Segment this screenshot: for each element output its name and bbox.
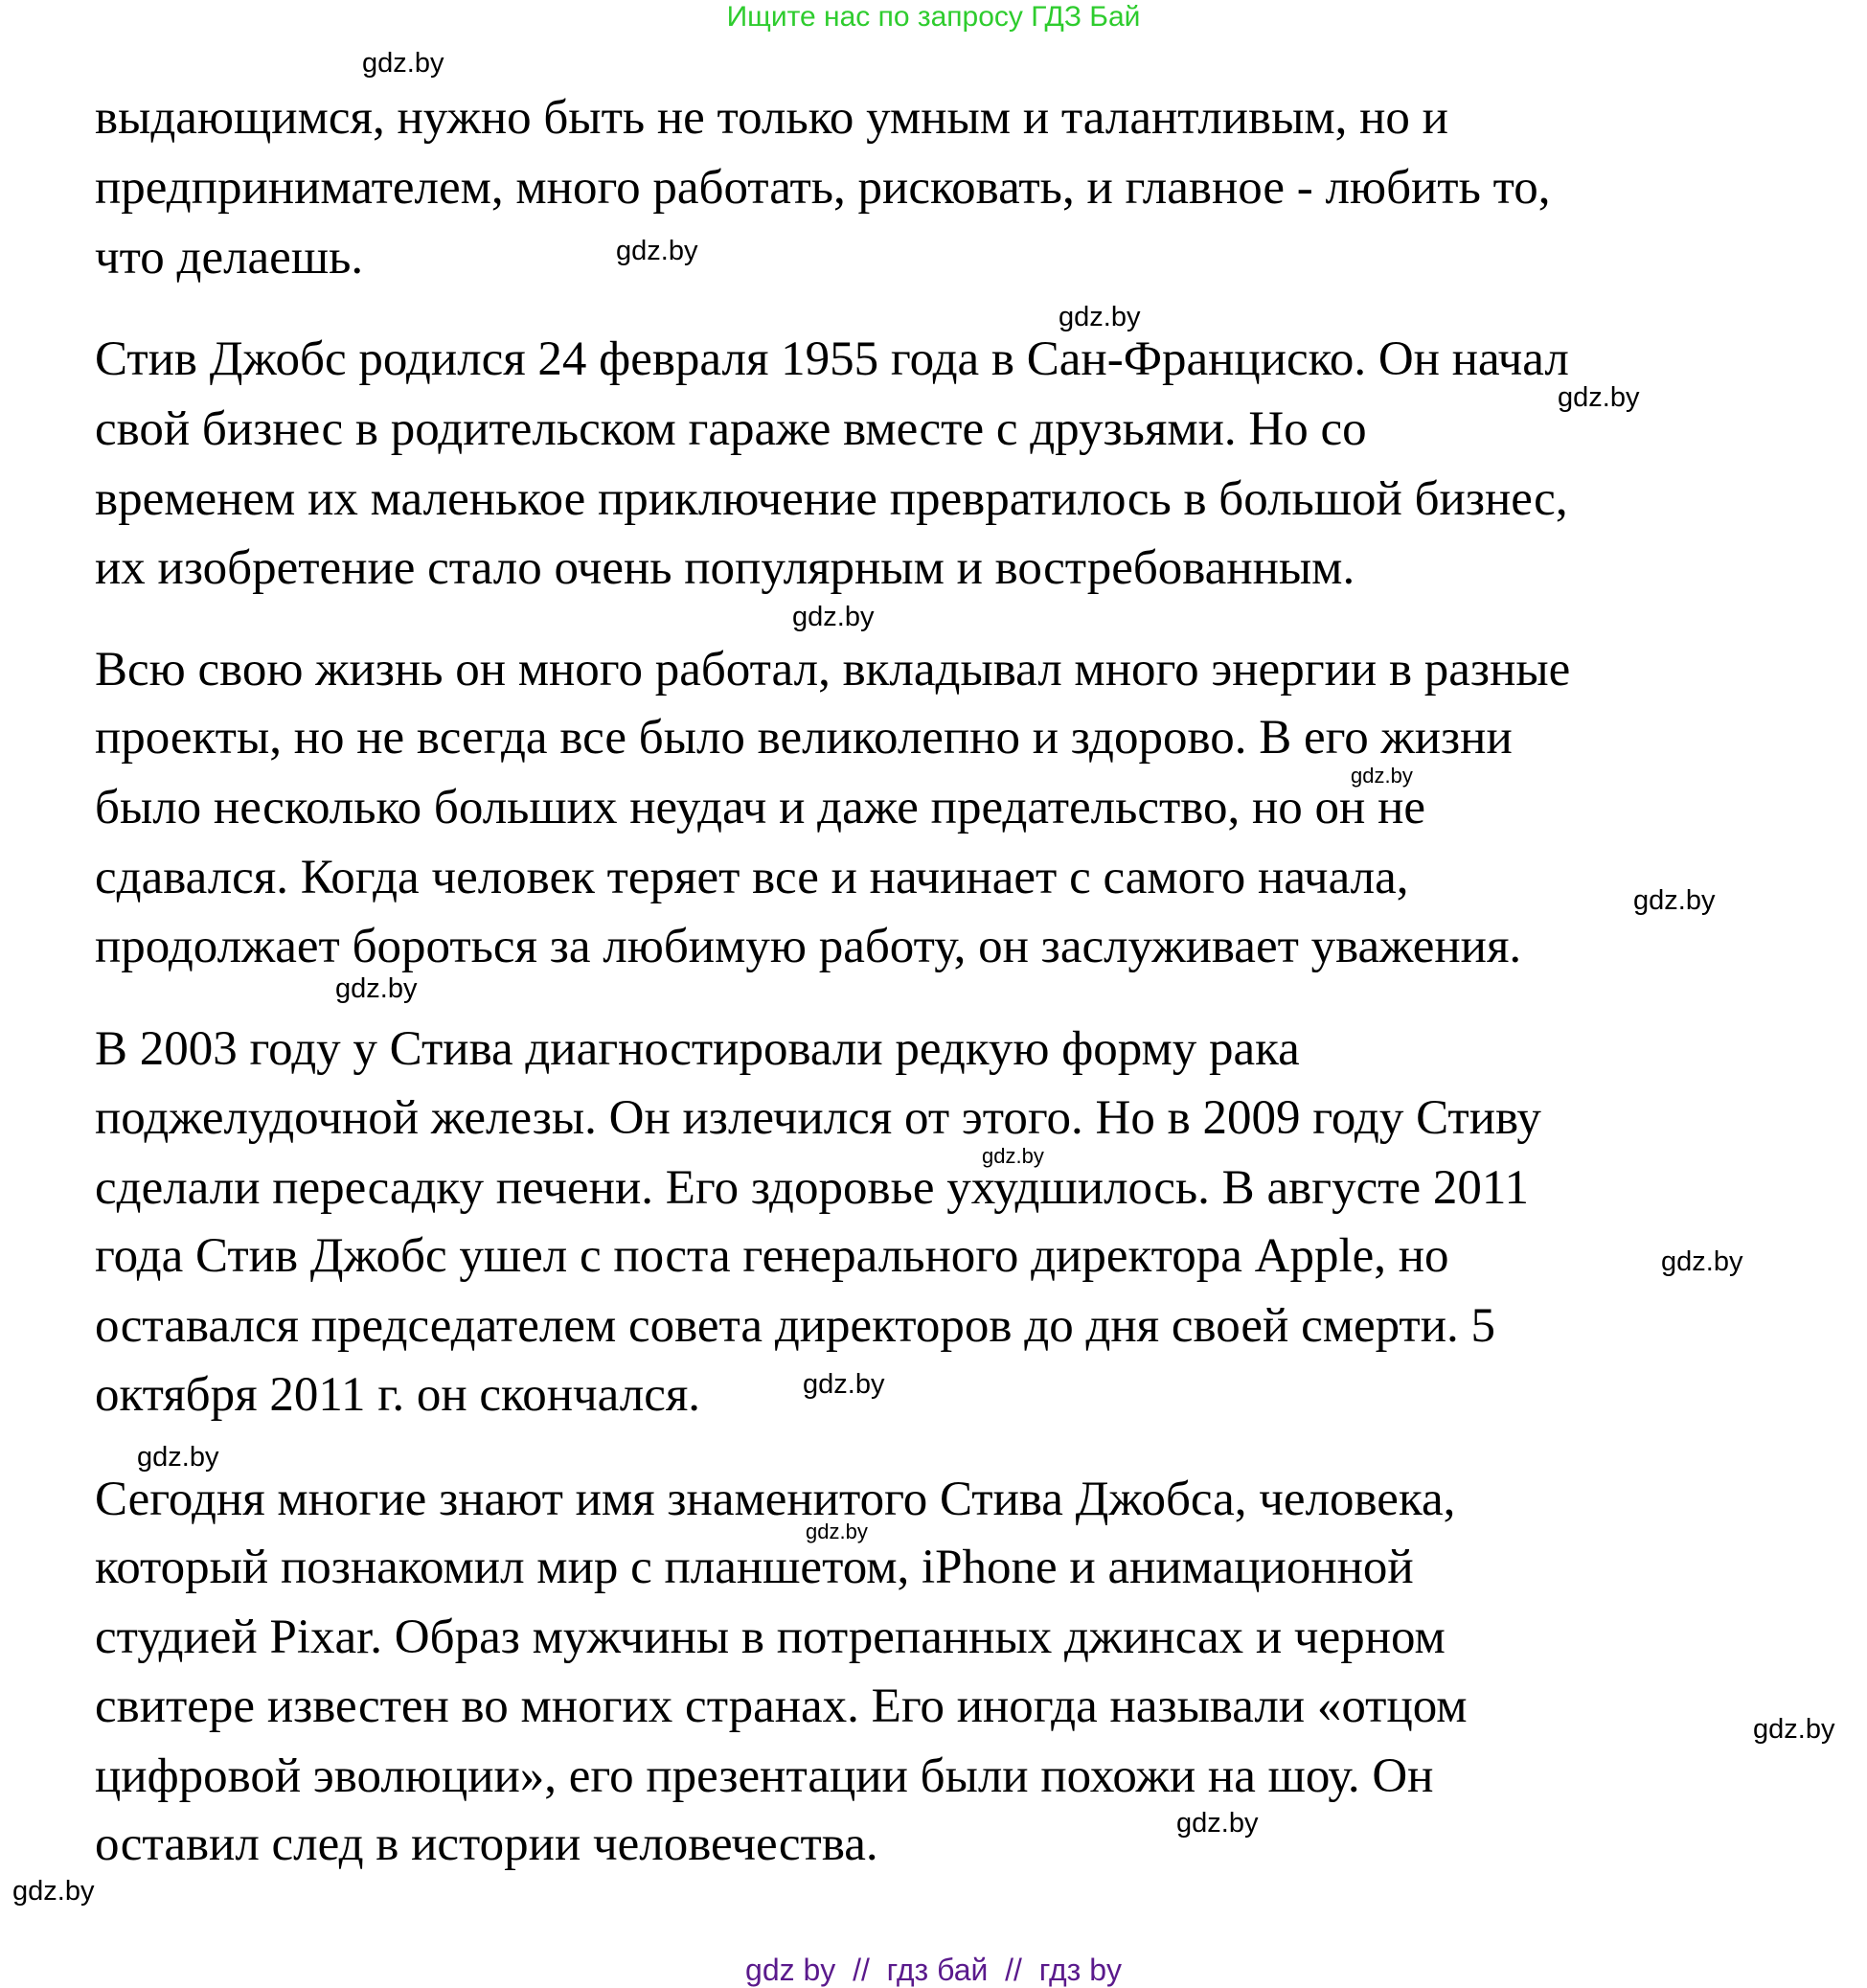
text-line: поджелудочной железы. Он излечился от этого. Но в 2009 году Стиву	[95, 1091, 1541, 1145]
watermark: gdz.by	[803, 1369, 885, 1400]
text-line: Всю свою жизнь он много работал, вкладывал много энергии в разные	[95, 643, 1571, 697]
footer-banner: gdz by // гдз бай // гдз by	[745, 1953, 1122, 1987]
watermark: gdz.by	[792, 602, 875, 632]
watermark: gdz.by	[137, 1442, 219, 1473]
text-line: продолжает бороться за любимую работу, он заслуживает уважения.	[95, 920, 1522, 973]
text-line: Стив Джобс родился 24 февраля 1955 года в Сан-Франциско. Он начал	[95, 332, 1569, 386]
text-line: оставил след в истории человечества.	[95, 1817, 878, 1871]
watermark: gdz.by	[982, 1144, 1044, 1168]
watermark: gdz.by	[362, 48, 444, 79]
text-line: студией Pixar. Образ мужчины в потрепанных джинсах и черном	[95, 1611, 1446, 1664]
watermark: gdz.by	[1176, 1808, 1259, 1839]
watermark: gdz.by	[616, 236, 698, 266]
text-line: октября 2011 г. он скончался.	[95, 1368, 701, 1422]
text-line: выдающимся, нужно быть не только умным и талантливым, но и	[95, 91, 1448, 145]
text-line: который познакомил мир с планшетом, iPhone и анимационной	[95, 1541, 1414, 1594]
watermark: gdz.by	[1059, 302, 1141, 332]
header-banner: Ищите нас по запросу ГДЗ Бай	[726, 1, 1141, 33]
watermark: gdz.by	[806, 1520, 868, 1543]
text-line: года Стив Джобс ушел с поста генерального директора Apple, но	[95, 1229, 1449, 1283]
text-line: В 2003 году у Стива диагностировали редкую форму рака	[95, 1022, 1300, 1076]
watermark: gdz.by	[1633, 885, 1716, 916]
text-line: проекты, но не всегда все было великолепно и здорово. В его жизни	[95, 711, 1513, 765]
text-line: их изобретение стало очень популярным и востребованным.	[95, 541, 1355, 595]
watermark: gdz.by	[1558, 382, 1640, 413]
text-line: было несколько больших неудач и даже предательство, но он не	[95, 781, 1426, 834]
text-line: Сегодня многие знают имя знаменитого Стива Джобса, человека,	[95, 1473, 1456, 1526]
watermark: gdz.by	[12, 1876, 95, 1907]
watermark: gdz.by	[1661, 1246, 1743, 1277]
text-line: оставался председателем совета директоров до дня своей смерти. 5	[95, 1299, 1496, 1353]
watermark: gdz.by	[1753, 1714, 1835, 1745]
text-line: свитере известен во многих странах. Его иногда называли «отцом	[95, 1680, 1468, 1733]
watermark: gdz.by	[1351, 764, 1413, 788]
text-line: цифровой эволюции», его презентации были похожи на шоу. Он	[95, 1749, 1434, 1803]
text-line: сделали пересадку печени. Его здоровье ухудшилось. В августе 2011	[95, 1161, 1530, 1215]
text-line: временем их маленькое приключение превратилось в большой бизнес,	[95, 472, 1568, 526]
text-line: сдавался. Когда человек теряет все и начинает с самого начала,	[95, 851, 1409, 904]
text-line: предпринимателем, много работать, рисковать, и главное - любить то,	[95, 161, 1551, 215]
text-line: свой бизнес в родительском гараже вместе с друзьями. Но со	[95, 402, 1367, 456]
text-line: что делаешь.	[95, 231, 364, 285]
watermark: gdz.by	[335, 973, 418, 1004]
